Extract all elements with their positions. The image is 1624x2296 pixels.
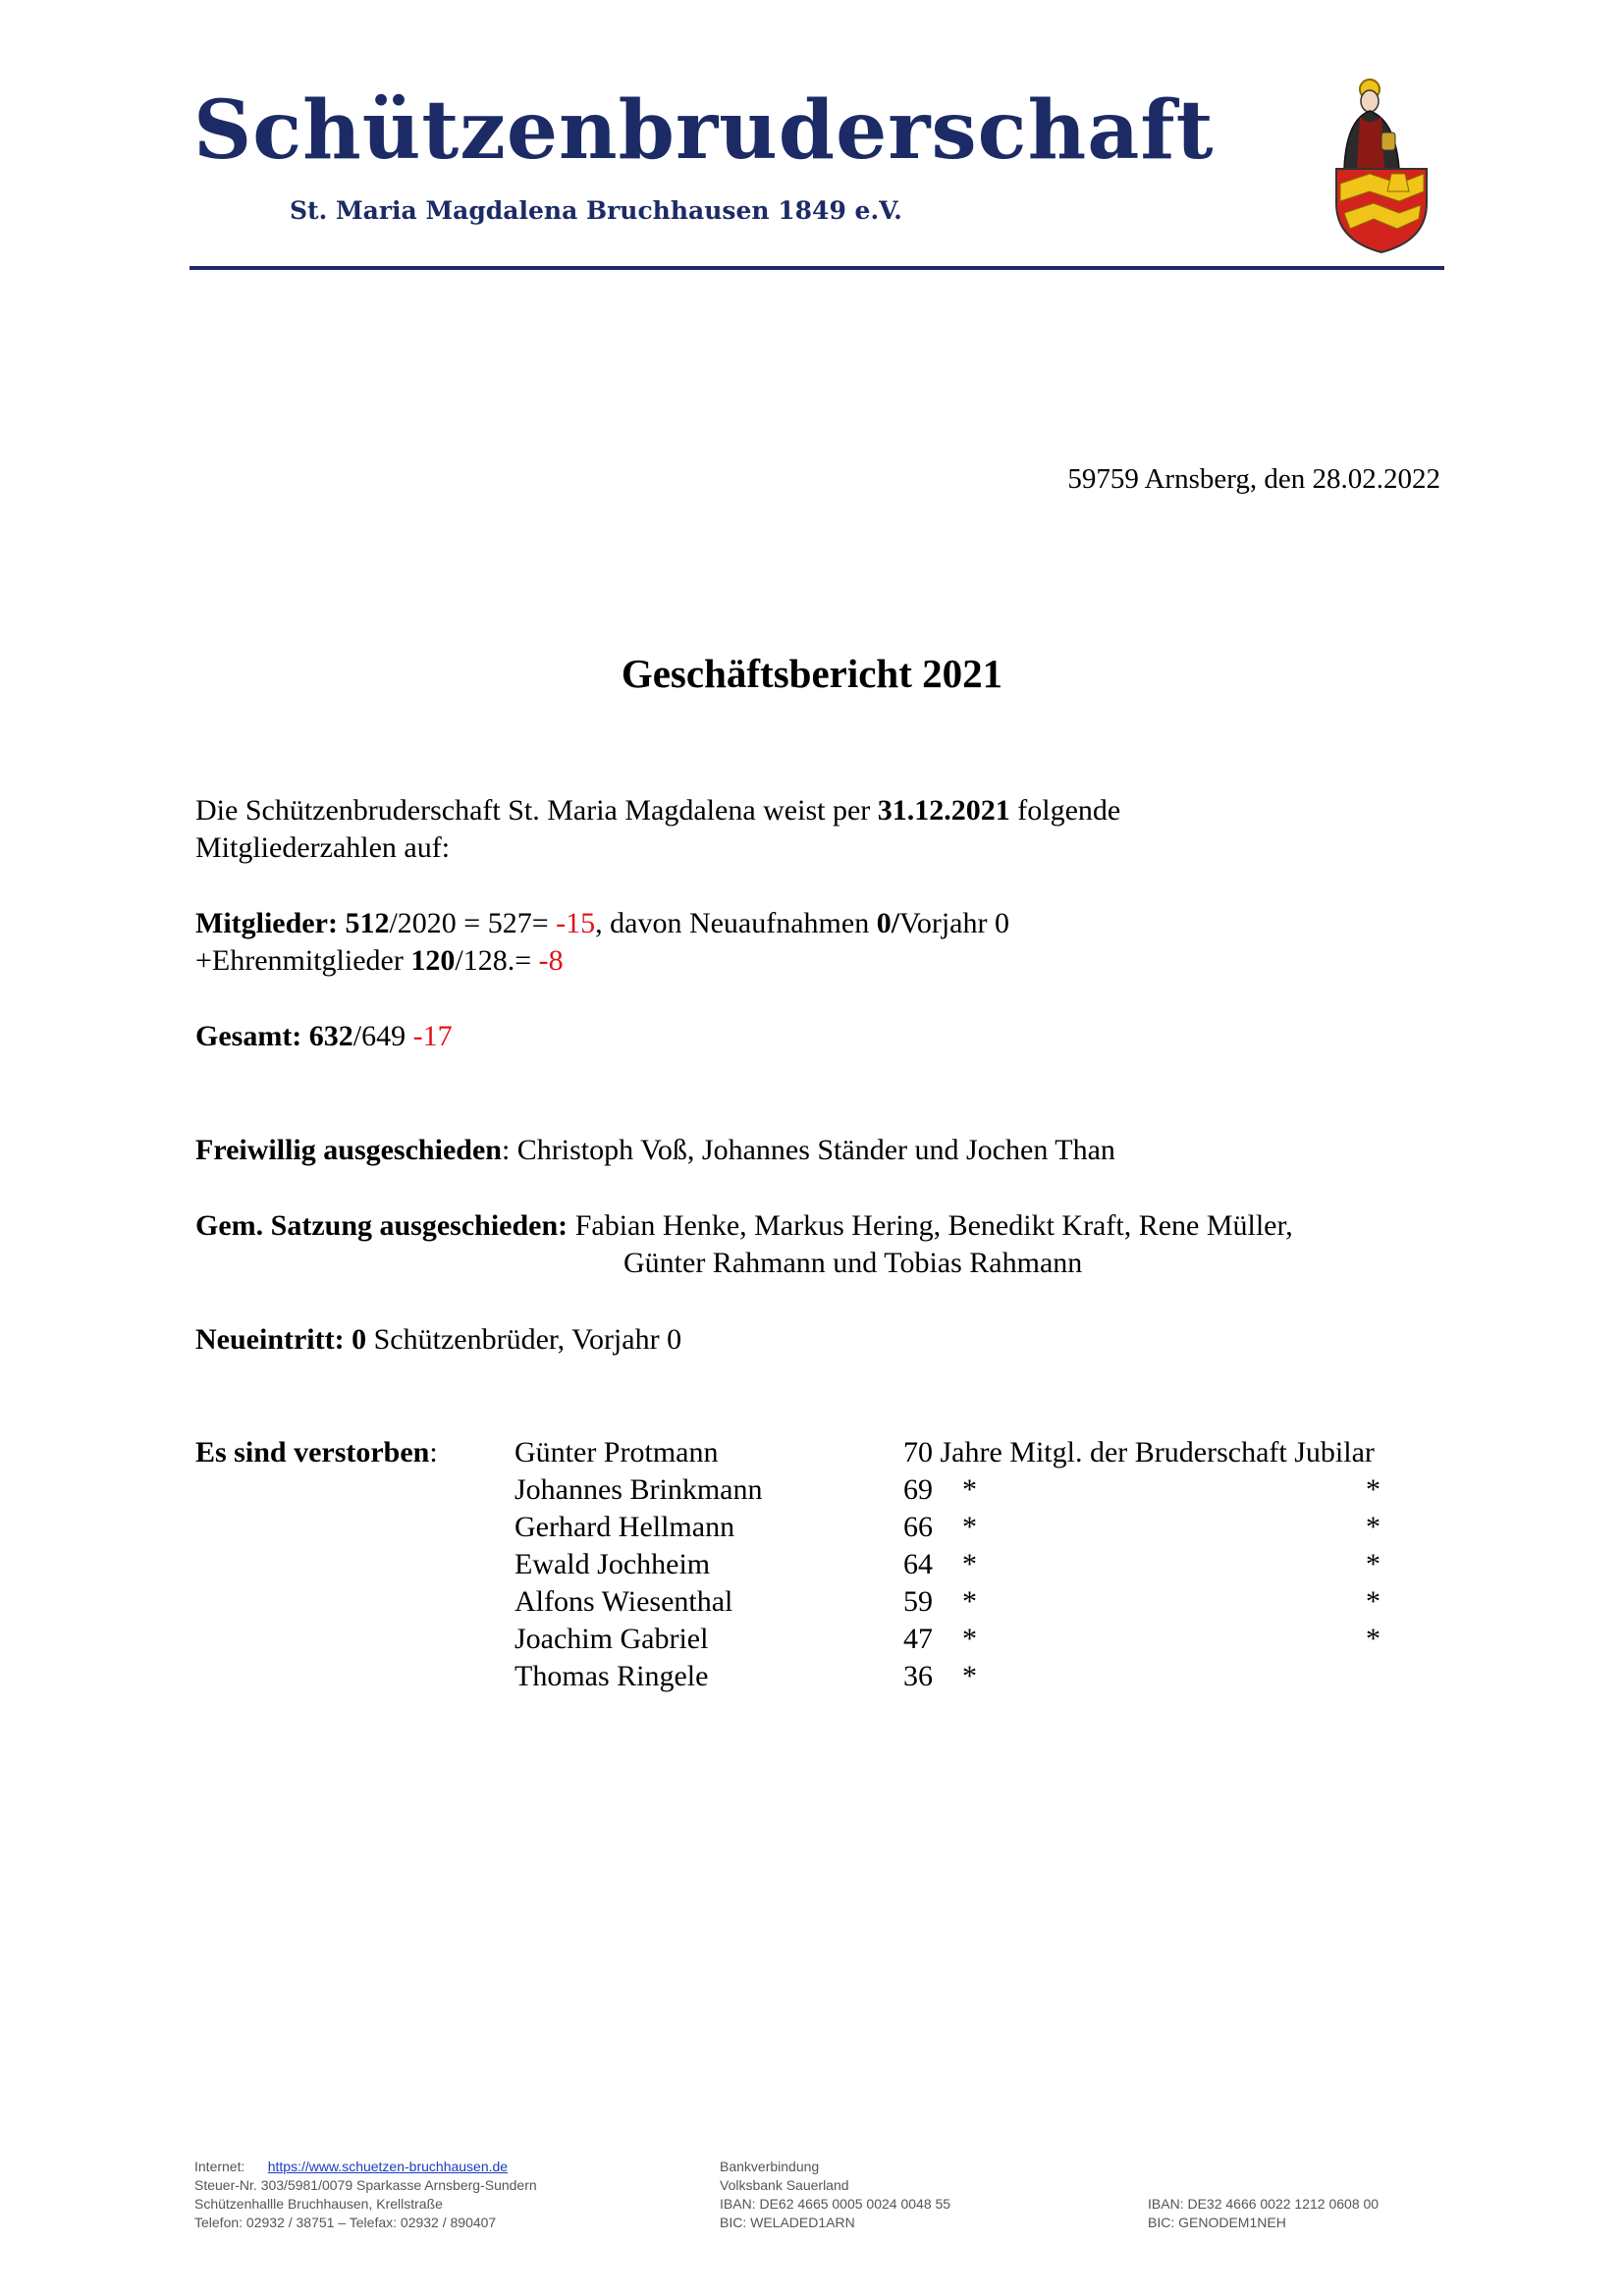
footer-right	[1148, 2195, 1379, 2232]
deceased-label	[195, 1434, 438, 1471]
footer-bic-1: BIC: WELADED1ARN	[720, 2215, 855, 2230]
new-entries-count: 0	[352, 1323, 367, 1356]
date-line: 59759 Arnsberg, den 28.02.2022	[1067, 463, 1440, 495]
total-count: 632	[308, 1020, 353, 1052]
footer-bank-heading: Bankverbindung	[720, 2159, 820, 2174]
deceased-jubilar: *	[1366, 1511, 1380, 1543]
footer-iban-1: IBAN: DE62 4665 0005 0024 0048 55	[720, 2196, 951, 2212]
statute-names-1: Fabian Henke, Markus Hering, Benedikt Kraft, Rene Müller,	[568, 1209, 1293, 1242]
list-item	[514, 1621, 708, 1658]
members-diff: -15	[556, 907, 596, 939]
intro-line2: Mitgliederzahlen auf:	[195, 831, 451, 864]
deceased-years: 47	[903, 1623, 933, 1655]
footer-middle	[720, 2158, 950, 2232]
statute-line	[195, 1207, 1293, 1245]
deceased-name: Ewald Jochheim	[514, 1548, 711, 1580]
footer-iban-2: IBAN: DE32 4666 0022 1212 0608 00	[1148, 2196, 1380, 2212]
honorary-diff: -8	[538, 944, 564, 977]
statute-label: Gem. Satzung ausgeschieden:	[195, 1209, 568, 1242]
deceased-mark: *	[962, 1473, 977, 1506]
intro-part2: folgende	[1009, 794, 1121, 827]
deceased-name: Alfons Wiesenthal	[514, 1585, 733, 1618]
footer-left	[194, 2158, 537, 2232]
voluntary-label: Freiwillig ausgeschieden	[195, 1134, 502, 1166]
deceased-label-text: Es sind verstorben	[195, 1436, 430, 1468]
deceased-mark: *	[962, 1548, 977, 1580]
deceased-name: Günter Protmann	[514, 1436, 719, 1468]
deceased-name: Gerhard Hellmann	[514, 1511, 735, 1543]
new-entries-rest: Schützenbrüder, Vorjahr 0	[366, 1323, 682, 1356]
new-entries-label: Neueintritt:	[195, 1323, 352, 1356]
honorary-prev: /128.=	[455, 944, 539, 977]
statute-names-2: Günter Rahmann und Tobias Rahmann	[623, 1247, 1083, 1279]
new-entries-line	[195, 1321, 681, 1359]
deceased-years: 36	[903, 1660, 933, 1692]
deceased-years: 66	[903, 1511, 933, 1543]
deceased-mark: *	[962, 1660, 977, 1692]
list-item	[514, 1471, 762, 1509]
intro-text	[195, 792, 1120, 867]
list-item	[514, 1546, 710, 1583]
deceased-jubilar: *	[1366, 1623, 1380, 1655]
members-new: 0/	[876, 907, 900, 939]
footer-tax: Steuer-Nr. 303/5981/0079 Sparkasse Arnsberg-Sundern	[194, 2177, 537, 2193]
honorary-count: 120	[410, 944, 456, 977]
deceased-years: 64	[903, 1548, 933, 1580]
footer-internet-label: Internet:	[194, 2159, 245, 2174]
honorary-label: +Ehrenmitglieder	[195, 944, 411, 977]
deceased-colon: :	[429, 1436, 438, 1468]
members-block	[195, 905, 1009, 980]
list-item	[514, 1434, 718, 1471]
footer-bic-2: BIC: GENODEM1NEH	[1148, 2215, 1286, 2230]
total-diff: -17	[412, 1020, 453, 1052]
deceased-jubilar: *	[1366, 1473, 1380, 1506]
voluntary-line	[195, 1132, 1115, 1169]
deceased-mark: *	[962, 1623, 977, 1655]
org-name: Schützenbruderschaft	[193, 83, 1215, 178]
total-line	[195, 1018, 453, 1055]
voluntary-names: : Christoph Voß, Johannes Ständer und Jochen Than	[501, 1134, 1115, 1166]
members-davon: , davon Neuaufnahmen	[595, 907, 877, 939]
deceased-mark: *	[962, 1511, 977, 1543]
members-label: Mitglieder:	[195, 907, 338, 939]
members-new-prev: Vorjahr 0	[899, 907, 1009, 939]
intro-date: 31.12.2021	[877, 794, 1010, 827]
deceased-name: Johannes Brinkmann	[514, 1473, 763, 1506]
list-item	[514, 1658, 708, 1695]
deceased-header-line: 70 Jahre Mitgl. der Bruderschaft Jubilar	[903, 1436, 1375, 1468]
org-subtitle: St. Maria Magdalena Bruchhausen 1849 e.V.	[290, 196, 902, 225]
report-title: Geschäftsbericht 2021	[621, 651, 1003, 696]
coat-of-arms-icon	[1330, 76, 1434, 254]
total-label: Gesamt:	[195, 1020, 309, 1052]
footer-phone: Telefon: 02932 / 38751 – Telefax: 02932 / 890407	[194, 2215, 497, 2230]
deceased-jubilar: *	[1366, 1548, 1380, 1580]
deceased-jubilar: *	[1366, 1585, 1380, 1618]
total-prev: /649	[352, 1020, 413, 1052]
deceased-name: Thomas Ringele	[514, 1660, 709, 1692]
header-divider	[189, 266, 1444, 270]
list-item	[514, 1509, 734, 1546]
footer-bank-name: Volksbank Sauerland	[720, 2177, 849, 2193]
list-item	[514, 1583, 732, 1621]
footer-hall: Schützenhallle Bruchhausen, Krellstraße	[194, 2196, 443, 2212]
intro-part1: Die Schützenbruderschaft St. Maria Magdalena weist per	[195, 794, 878, 827]
deceased-name: Joachim Gabriel	[514, 1623, 709, 1655]
deceased-years: 69	[903, 1473, 933, 1506]
footer-website-link[interactable]: https://www.schuetzen-bruchhausen.de	[267, 2159, 509, 2174]
deceased-mark: *	[962, 1585, 977, 1618]
members-count: 512	[345, 907, 390, 939]
deceased-years: 59	[903, 1585, 933, 1618]
members-prev: /2020 = 527=	[389, 907, 557, 939]
